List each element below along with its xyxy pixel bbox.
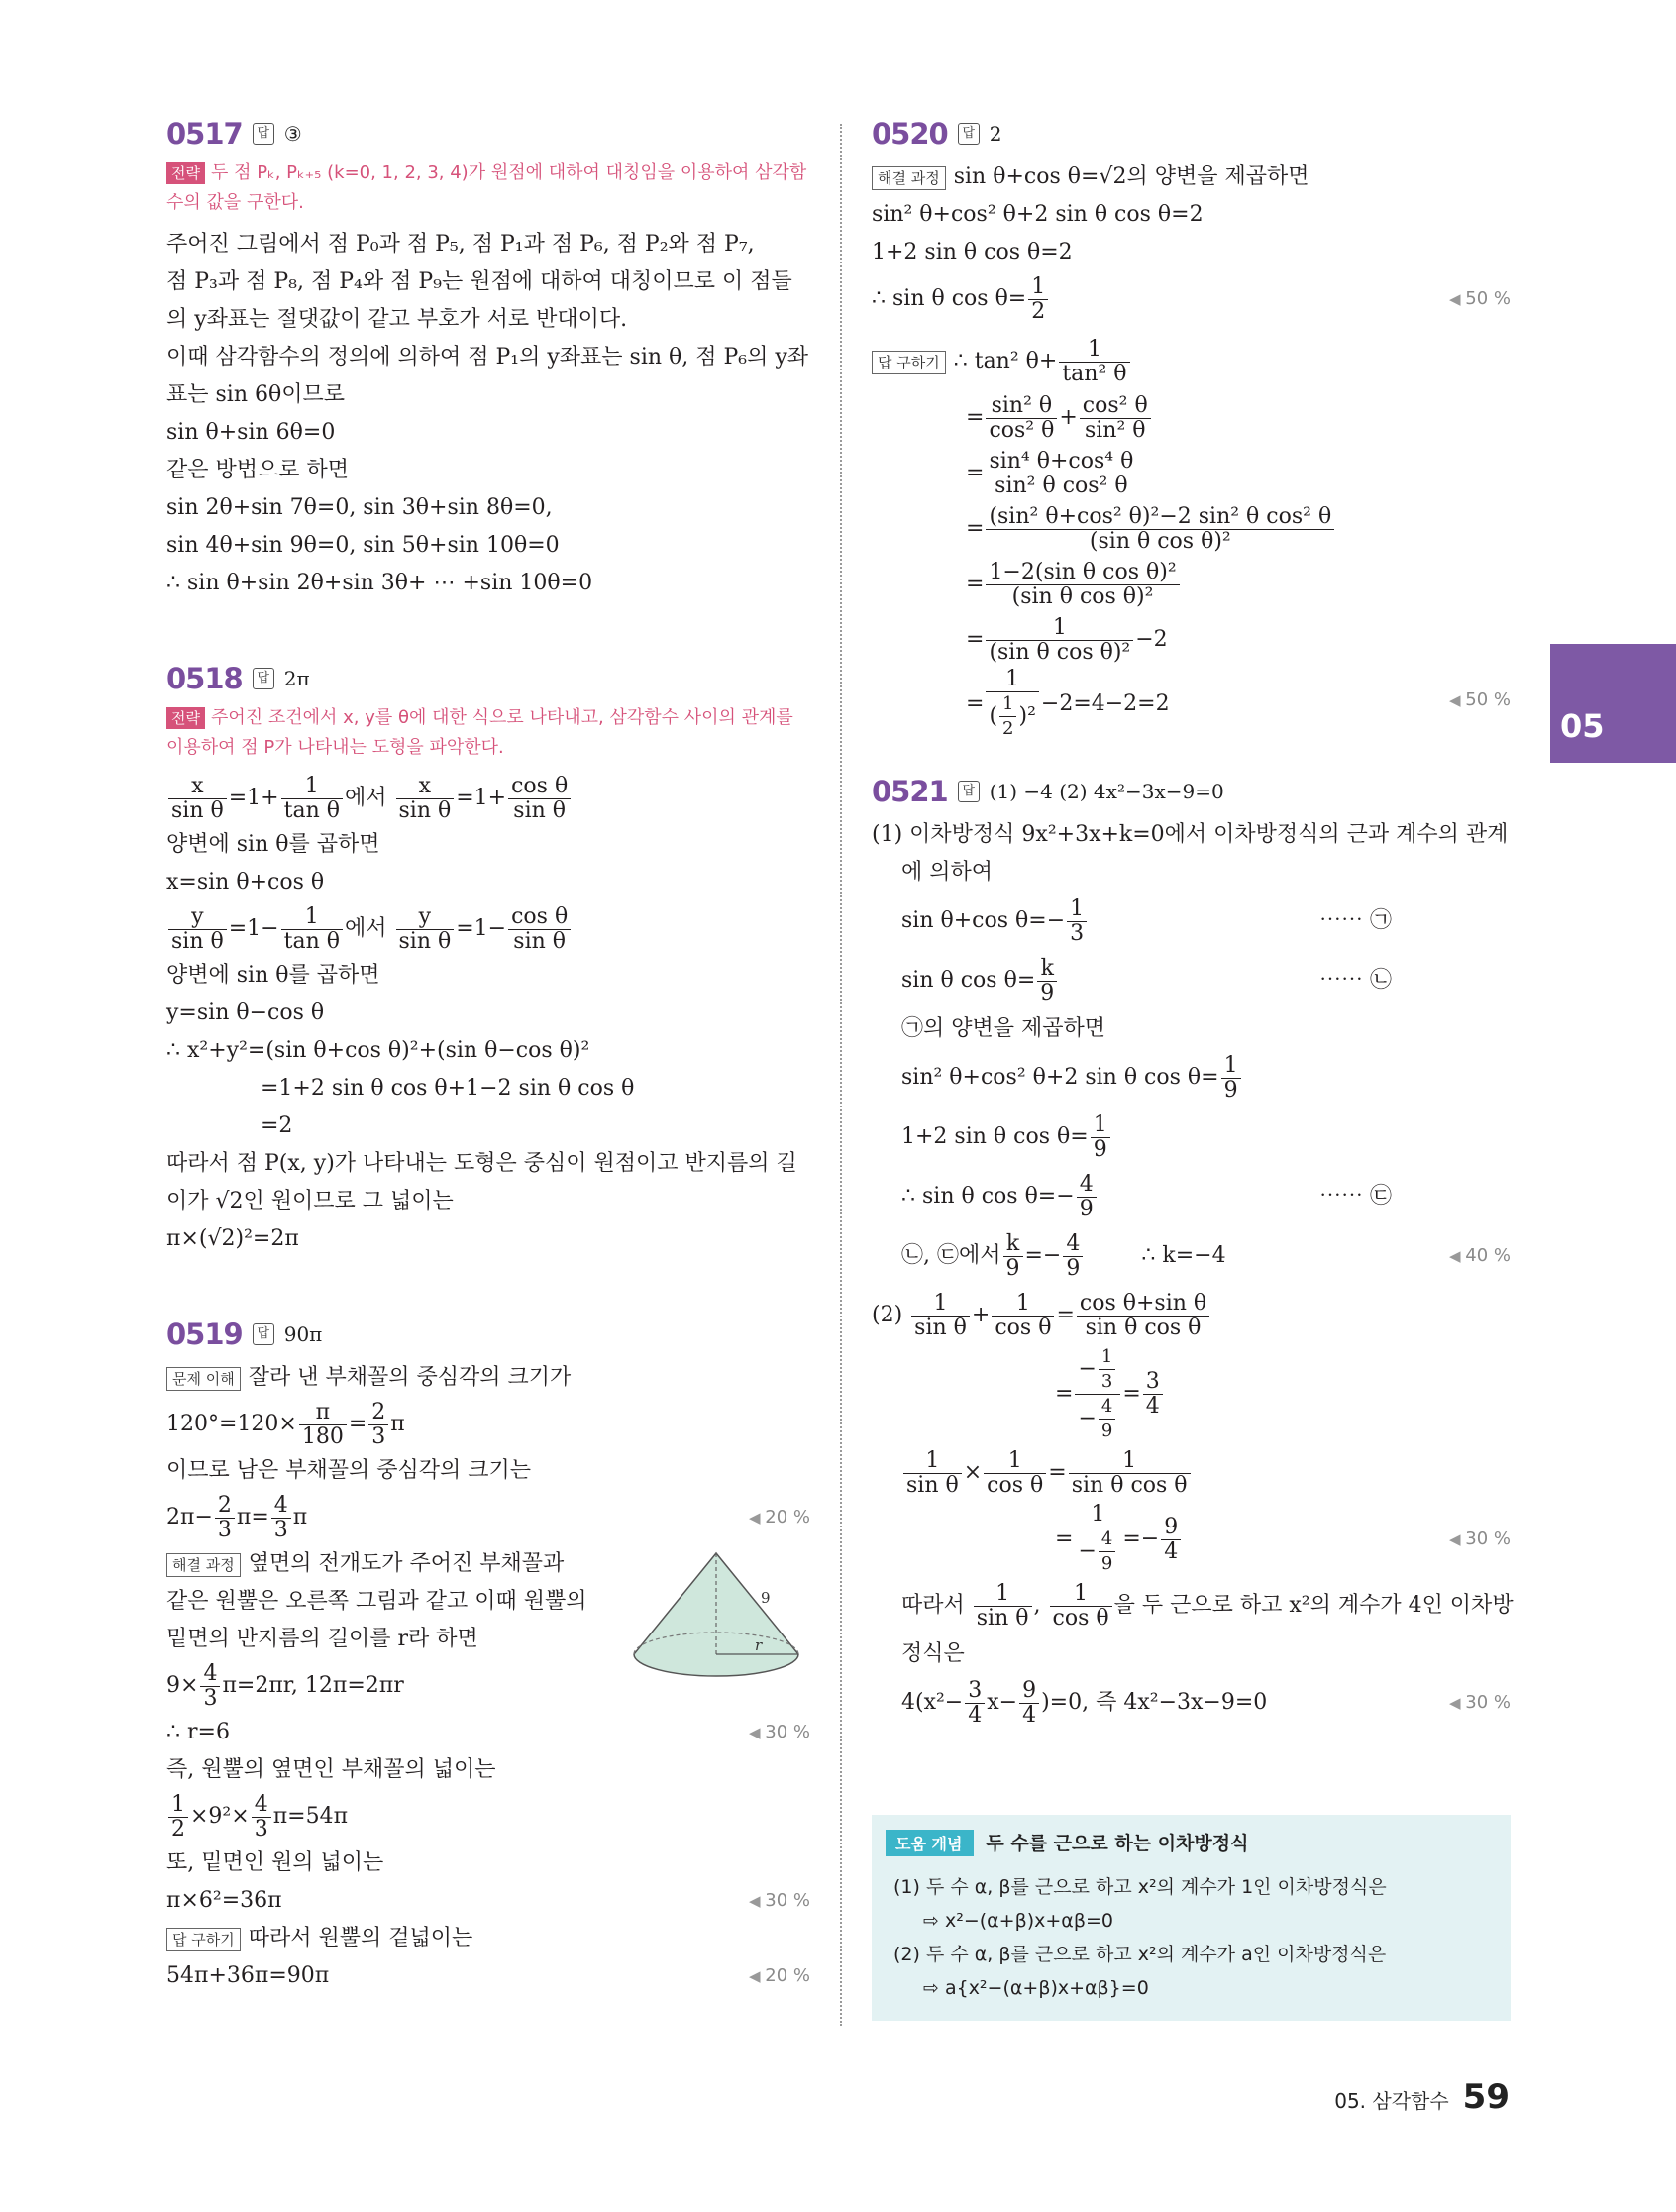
problem-number: 0520: [872, 117, 948, 151]
problem-0517: [166, 117, 810, 602]
strategy-text: 주어진 조건에서 x, y를 θ에 대한 식으로 나타내고, 삼각함수 사이의 관계를 이용하여 점 P가 나타내는 도형을 파악한다.: [166, 707, 793, 758]
problem-number: 0517: [166, 117, 243, 151]
equation-line: = $\frac{\text{1−2(sin θ cos θ)²}}{\text{(sin θ cos θ)²}}$: [872, 557, 1511, 612]
column-divider: [840, 124, 842, 2026]
answer: ③: [283, 122, 302, 146]
problem-number: 0519: [166, 1317, 243, 1351]
solution-line: 점 P₃과 점 P₈, 점 P₄와 점 P₉는 원점에 대하여 대칭이므로 이 점들: [166, 269, 792, 294]
solution-line: ∴ x²+y²=(sin θ+cos θ)²+(sin θ−cos θ)²: [166, 1038, 590, 1063]
solution-line: sin² θ+cos² θ+2 sin θ cos θ=2: [872, 202, 1204, 227]
concept-tag: 도움 개념: [886, 1830, 974, 1856]
step-tag: 답 구하기: [166, 1928, 241, 1951]
score-percent: ◀ 20 %: [749, 1490, 810, 1545]
solution-line: ㉠의 양변을 제곱하면: [901, 1016, 1106, 1041]
solution-line: 이므로 남은 부채꼴의 중심각의 크기는: [166, 1458, 532, 1483]
step-tag: 문제 이해: [166, 1367, 241, 1391]
equation-marker: ⋯⋯ ㉡: [1319, 968, 1392, 993]
equation-line: $\frac{x}{\text{sin θ}}$ =1+ $\frac{1}{\text{tan θ}}$ 에서 $\frac{x}{\text{sin θ}}$ =1+ $\frac{\text{cos θ}}{\text{sin θ}}$: [166, 771, 810, 826]
solution-line: sin 4θ+sin 9θ=0, sin 5θ+sin 10θ=0: [166, 533, 560, 558]
solution-line: 해결 과정 옆면의 전개도가 주어진 부채꼴과: [166, 1545, 810, 1583]
strategy: [166, 703, 810, 763]
concept-line: ⇨ a{x²−(α+β)x+αβ}=0: [923, 1977, 1149, 1999]
solution-line: 답 구하기 따라서 원뿔의 겉넓이는: [166, 1920, 810, 1957]
equation-line: 답 구하기 ∴ tan² θ+ $\frac{1}{\text{tan² θ}}$: [872, 333, 1511, 390]
equation-line: $\frac{y}{\text{sin θ}}$ =1− $\frac{1}{\text{tan θ}}$ 에서 $\frac{y}{\text{sin θ}}$ =1− $\frac{\text{cos θ}}{\text{sin θ}}$: [166, 901, 810, 957]
solution-line: 따라서 점 P(x, y)가 나타내는 도형은 중심이 원점이고 반지름의 길: [166, 1151, 797, 1176]
answer: 2: [989, 122, 1002, 146]
solution-line: π×6²=36π ◀ 30 %: [166, 1882, 810, 1920]
cone-figure: [622, 1545, 810, 1684]
solution-line: 양변에 sin θ를 곱하면: [166, 963, 380, 988]
concept-box: [872, 1815, 1511, 2021]
problem-0520: [872, 117, 1511, 741]
solution-line: sin 2θ+sin 7θ=0, sin 3θ+sin 8θ=0,: [166, 495, 553, 520]
problem-0521: [872, 775, 1514, 1733]
equation-marker: ⋯⋯ ㉠: [1319, 908, 1392, 933]
answer-icon: 답: [253, 668, 274, 689]
problem-0518: [166, 662, 810, 1258]
solution-line: y=sin θ−cos θ: [166, 1001, 325, 1025]
solution-line: 또, 밑면인 원의 넓이는: [166, 1850, 384, 1875]
concept-line: (2) 두 수 α, β를 근으로 하고 x²의 계수가 a인 이차방정식은: [893, 1944, 1387, 1965]
equation-line: sin θ+cos θ=− $\frac{1}{3}$ ⋯⋯ ㉠: [872, 892, 1511, 951]
equation-line: ∴ sin θ cos θ= $\frac{1}{2}$ ◀ 50 %: [872, 271, 1511, 327]
solution-line: 의 y좌표는 절댓값이 같고 부호가 서로 반대이다.: [166, 307, 628, 332]
equation-line: = 1 ( $\frac{1}{2}$ )² −2=4−2=2 ◀ 50 %: [872, 668, 1511, 741]
answer-icon: 답: [253, 1323, 274, 1345]
equation-line: (2) $\frac{1}{\text{sin θ}}$ + $\frac{1}{\text{cos θ}}$ = $\frac{\text{cos θ+sin θ}}{\text{sin θ cos θ}}$: [872, 1286, 1511, 1345]
solution-line: 주어진 그림에서 점 P₀과 점 P₅, 점 P₁과 점 P₆, 점 P₂와 점 P₇,: [166, 232, 755, 257]
problem-number: 0518: [166, 662, 243, 695]
equation-line: = $\frac{\text{sin⁴ θ+cos⁴ θ}}{\text{sin² θ cos² θ}}$: [872, 446, 1511, 501]
step-tag: 해결 과정: [166, 1553, 241, 1577]
solution-line: x=sin θ+cos θ: [166, 870, 325, 895]
equation-line: ㉡, ㉢에서 $\frac{k}{9}$ =− $\frac{4}{9}$ ∴ k=−4 ◀ 40 %: [872, 1226, 1511, 1286]
solution-line: 1+2 sin θ cos θ=2: [872, 240, 1073, 264]
solution-line: 이때 삼각함수의 정의에 의하여 점 P₁의 y좌표는 sin θ, 점 P₆의 y좌: [166, 345, 809, 369]
score-percent: ◀ 30 %: [749, 1882, 810, 1920]
equation-line: sin² θ+cos² θ+2 sin θ cos θ= $\frac{1}{9}$: [872, 1048, 1511, 1107]
solution-line: π×(√2)²=2π: [166, 1226, 299, 1251]
solution-line: 54π+36π=90π ◀ 20 %: [166, 1957, 810, 1995]
answer-icon: 답: [958, 123, 980, 145]
solution-line: =1+2 sin θ cos θ+1−2 sin θ cos θ: [261, 1076, 635, 1101]
solution-line: sin θ+sin 6θ=0: [166, 420, 336, 445]
solution-line: 표는 sin 6θ이므로: [166, 382, 345, 407]
answer-icon: 답: [958, 781, 980, 802]
score-percent: ◀ 50 %: [1449, 668, 1511, 733]
score-percent: ◀ 20 %: [749, 1957, 810, 1995]
solution-line: 에 의하여: [901, 860, 994, 885]
equation-line: 1+2 sin θ cos θ= $\frac{1}{9}$: [872, 1107, 1511, 1167]
score-percent: ◀ 30 %: [749, 1714, 810, 1751]
radius-label: r: [755, 1636, 763, 1654]
chapter-tab: [1550, 644, 1676, 763]
answer: 2π: [283, 667, 310, 690]
equation-line: = $\frac{\text{sin² θ}}{\text{cos² θ}}$ + $\frac{\text{cos² θ}}{\text{sin² θ}}$: [872, 390, 1511, 446]
equation-line: ∴ sin θ cos θ=− $\frac{4}{9}$ ⋯⋯ ㉢: [872, 1167, 1511, 1226]
solution-line: 양변에 sin θ를 곱하면: [166, 832, 380, 857]
equation-line: 4(x²− $\frac{3}{4}$ x− $\frac{9}{4}$ )=0, 즉 4x²−3x−9=0 ◀ 30 %: [872, 1673, 1511, 1733]
equation-line: = $\frac{\text{(sin² θ+cos² θ)²−2 sin² θ cos² θ}}{\text{(sin θ cos θ)²}}$: [872, 501, 1511, 557]
solution-line: ∴ sin θ+sin 2θ+sin 3θ+ ⋯ +sin 10θ=0: [166, 571, 593, 595]
page-number: 59: [1462, 2077, 1510, 2117]
equation-line: = $\frac{1}{\text{(sin θ cos θ)²}}$ −2: [966, 614, 1168, 665]
solution-line: =2: [261, 1113, 293, 1138]
equation-marker: ⋯⋯ ㉢: [1319, 1184, 1392, 1209]
strategy: [166, 158, 810, 218]
equation-line: 9× $\frac{4}{3}$ π=2πr, 12π=2πr: [166, 1660, 404, 1711]
answer: 90π: [283, 1322, 323, 1346]
equation-line: = 1 − $\frac{4}{9}$ =− $\frac{9}{4}$ ◀ 30 %: [872, 1503, 1511, 1576]
solution-line: 같은 원뿔은 오른쪽 그림과 같고 이때 원뿔의: [166, 1589, 587, 1614]
strategy-tag: 전략: [166, 162, 205, 184]
right-column: [872, 117, 1514, 1733]
equation-line: 120°=120× $\frac{\pi}{180}$ = $\frac{2}{3}$ π: [166, 1399, 405, 1449]
strategy-tag: 전략: [166, 707, 205, 729]
score-percent: ◀ 30 %: [1449, 1673, 1511, 1733]
problem-number: 0521: [872, 775, 948, 808]
footer-chapter: 05. 삼각함수: [1334, 2089, 1449, 2113]
left-column: [166, 117, 810, 1995]
page-footer: [1334, 2077, 1510, 2117]
solution-line: 밑면의 반지름의 길이를 r라 하면: [166, 1627, 478, 1651]
score-percent: ◀ 30 %: [1449, 1503, 1511, 1576]
step-tag: 해결 과정: [872, 166, 946, 190]
concept-line: ⇨ x²−(α+β)x+αβ=0: [923, 1910, 1113, 1932]
solution-line: 문제 이해 잘라 낸 부채꼴의 중심각의 크기가: [166, 1359, 810, 1397]
equation-line: 2π− $\frac{2}{3}$ π= $\frac{4}{3}$ π ◀ 20 %: [166, 1490, 810, 1545]
equation-line: 따라서 $\frac{1}{\text{sin θ}}$ , $\frac{1}{\text{cos θ}}$ 을 두 근으로 하고 x²의 계수가 4인 이차방: [901, 1580, 1514, 1631]
strategy-text: 두 점 Pₖ, Pₖ₊₅ (k=0, 1, 2, 3, 4)가 원점에 대하여 대칭임을 이용하여 삼각함수의 값을 구한다.: [166, 162, 807, 213]
answer-icon: 답: [253, 123, 274, 145]
solution-line: 해결 과정 sin θ+cos θ=√2의 양변을 제곱하면: [872, 158, 1511, 196]
solution-line: ∴ r=6 ◀ 30 %: [166, 1714, 810, 1751]
concept-line: (1) 두 수 α, β를 근으로 하고 x²의 계수가 1인 이차방정식은: [893, 1876, 1387, 1898]
solution-line: 즉, 원뿔의 옆면인 부채꼴의 넓이는: [166, 1757, 496, 1782]
problem-0519: [166, 1317, 810, 1995]
equation-line: = − $\frac{1}{3}$ − $\frac{4}{9}$ = $\frac{3}{4}$: [872, 1345, 1511, 1443]
equation-line: $\frac{1}{2}$ ×9²× $\frac{4}{3}$ π=54π: [166, 1789, 810, 1844]
solution-line: 이가 √2인 원이므로 그 넓이는: [166, 1189, 454, 1213]
chapter-tab-label: 05: [1560, 707, 1605, 745]
score-percent: ◀ 50 %: [1449, 271, 1511, 327]
solution-line: 정식은: [901, 1641, 965, 1666]
concept-title: 도움 개념 두 수를 근으로 하는 이차방정식: [886, 1829, 1248, 1856]
solution-line: (1) 이차방정식 9x²+3x+k=0에서 이차방정식의 근과 계수의 관계: [872, 822, 1509, 847]
solution-line: 같은 방법으로 하면: [166, 458, 350, 482]
step-tag: 답 구하기: [872, 351, 946, 374]
score-percent: ◀ 40 %: [1449, 1226, 1511, 1286]
equation-line: $\frac{1}{\text{sin θ}}$ × $\frac{1}{\text{cos θ}}$ = $\frac{1}{\text{sin θ cos θ}}$: [872, 1443, 1511, 1503]
answer: (1) −4 (2) 4x²−3x−9=0: [989, 780, 1224, 803]
slant-label: 9: [761, 1589, 771, 1607]
equation-line: sin θ cos θ= $\frac{k}{9}$ ⋯⋯ ㉡: [872, 951, 1511, 1010]
